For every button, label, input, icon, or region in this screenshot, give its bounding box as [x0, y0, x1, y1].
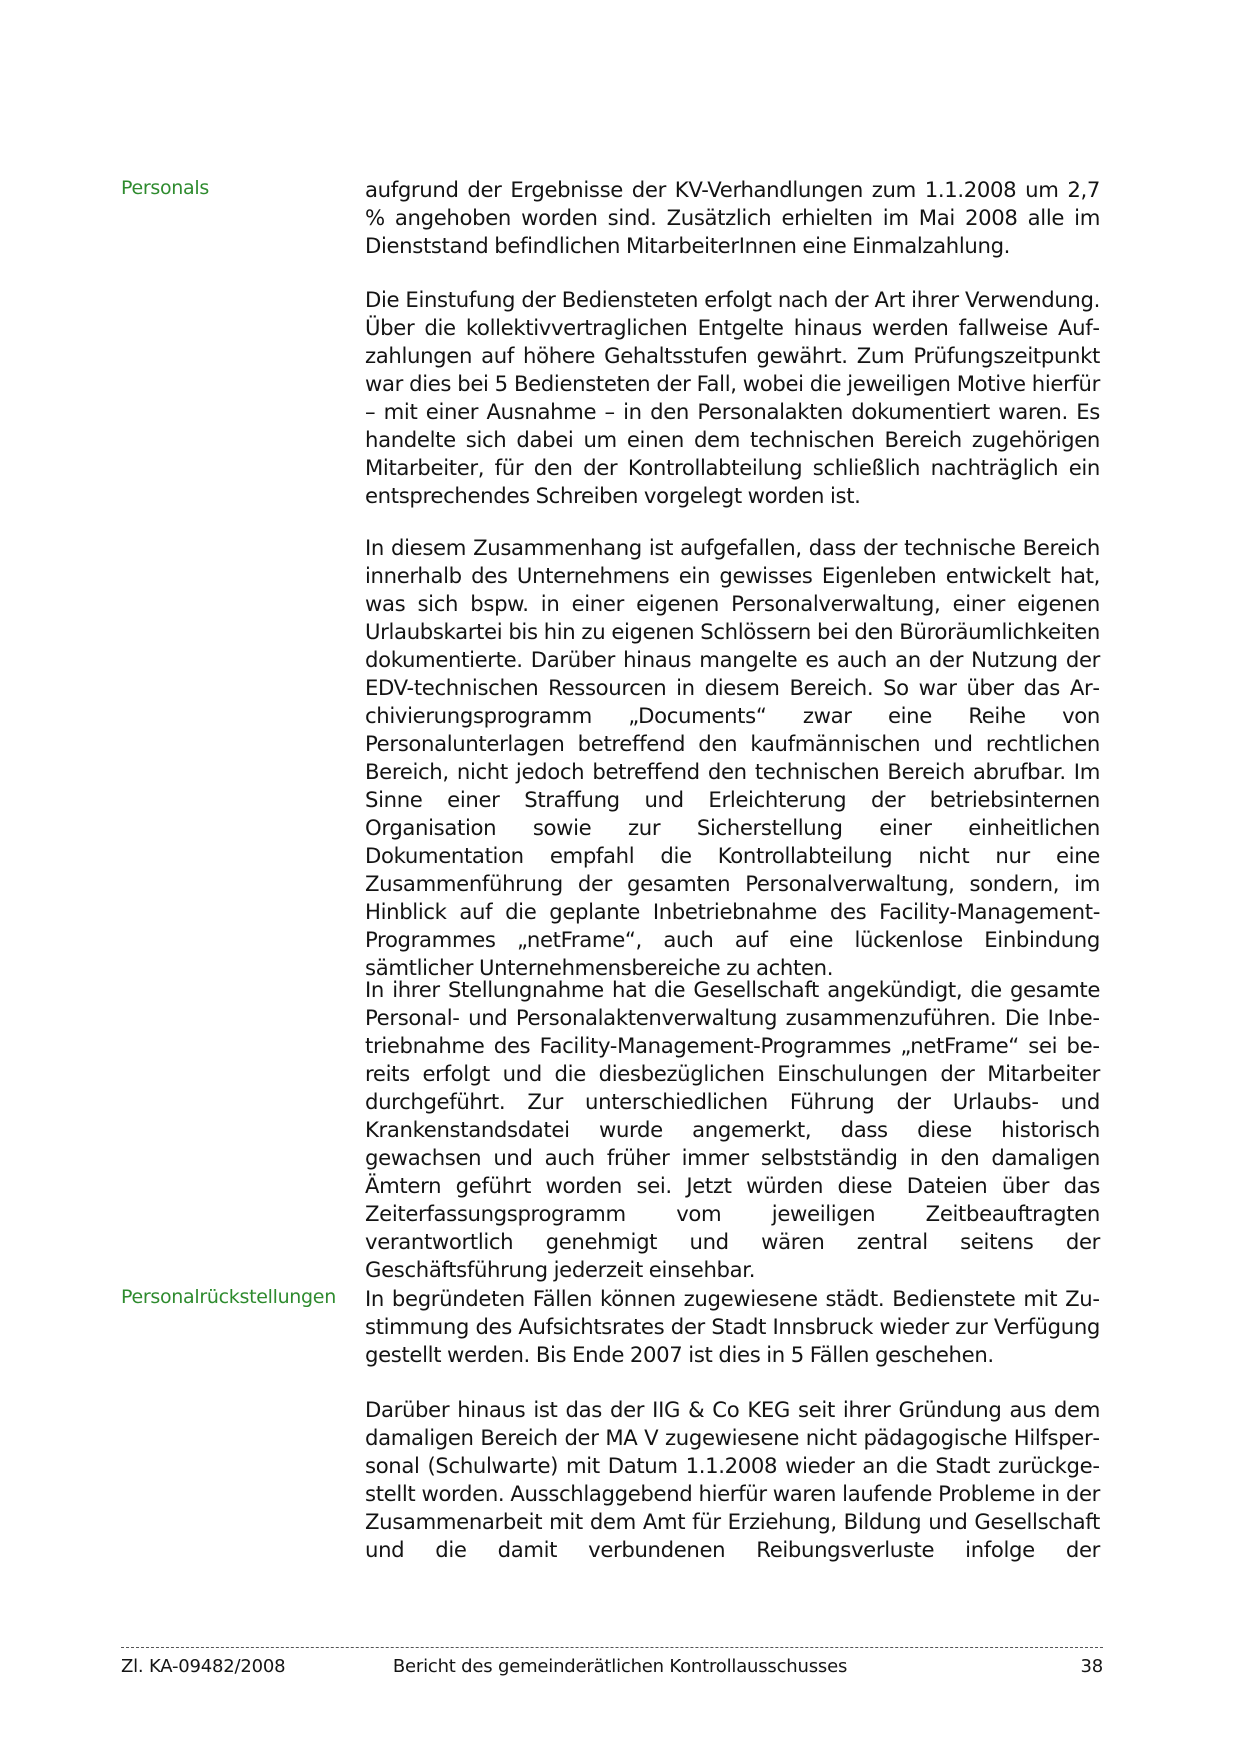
paragraph-6: Darüber hinaus ist das der IIG & Co KEG seit ihrer Gründung aus dem damaligen Bereich der MA V zugewiesene nicht pädagogische Hilfspersonal (Schulwarte) mit Datum 1.1.2008 wieder an die Stadt zurückgestellt worden. Ausschlaggebend hierfür waren laufende Probleme in der Zusammenarbeit mit dem Amt für Erziehung, Bildung und Gesellschaft und die damit verbundenen Reibungsverluste infolge der	[365, 1397, 1100, 1562]
section-label-personals: Personals	[121, 177, 209, 199]
footer-title: Bericht des gemeinderätlichen Kontrollausschusses	[392, 1656, 848, 1677]
page-number: 38	[1080, 1656, 1103, 1677]
paragraph-3: In diesem Zusammenhang ist aufgefallen, dass der technische Bereich innerhalb des Unternehmens ein gewisses Eigenleben entwickelt hat, was sich bspw. in einer eigenen Personalverwaltung, einer eigenen Urlaubskartei bis hin zu eigenen Schlössern bei den Büroräumlichkeiten dokumentierte. Darüber hinaus mangelte es auch an der Nutzung der EDV-technischen Ressourcen in diesem Bereich. So war über das Archivierungsprogramm „Documents“ zwar eine Reihe von Personalunterlagen betreffend den kaufmännischen und rechtlichen Bereich, nicht jedoch betreffend den technischen Bereich abrufbar. Im Sinne einer Straffung und Erleichterung der betriebsinternen Organisation sowie zur Sicherstellung einer einheitlichen Dokumentation empfahl die Kontrollabteilung nicht nur eine Zusammenführung der gesamten Personalverwaltung, sondern, im Hinblick auf die geplante Inbetriebnahme des Facility-Management-Programmes „netFrame“, auch auf eine lückenlose Einbindung sämtlicher Unternehmensbereiche zu achten.	[365, 535, 1100, 980]
paragraph-5: In begründeten Fällen können zugewiesene städt. Bedienstete mit Zustimmung des Aufsichtsrates der Stadt Innsbruck wieder zur Verfügung gestellt werden. Bis Ende 2007 ist dies in 5 Fällen geschehen.	[365, 1286, 1100, 1367]
section-label-personalrueckstellungen: Personalrückstellungen	[121, 1286, 336, 1308]
paragraph-1: aufgrund der Ergebnisse der KV-Verhandlungen zum 1.1.2008 um 2,7 % angehoben worden sind. Zusätzlich erhielten im Mai 2008 alle im Dienststand befindlichen MitarbeiterInnen eine Einmalzahlung.	[365, 177, 1100, 258]
footer-reference: Zl. KA-09482/2008	[121, 1656, 286, 1677]
paragraph-2: Die Einstufung der Bediensteten erfolgt nach der Art ihrer Verwendung. Über die kollektivvertraglichen Entgelte hinaus werden fallweise Aufzahlungen auf höhere Gehaltsstufen gewährt. Zum Prüfungszeitpunkt war dies bei 5 Bediensteten der Fall, wobei die jeweiligen Motive hierfür – mit einer Ausnahme – in den Personalakten dokumentiert waren. Es handelte sich dabei um einen dem technischen Bereich zugehörigen Mitarbeiter, für den der Kontrollabteilung schließlich nachträglich ein entsprechendes Schreiben vorgelegt worden ist.	[365, 287, 1100, 508]
footer-divider	[121, 1647, 1103, 1648]
paragraph-4: In ihrer Stellungnahme hat die Gesellschaft angekündigt, die gesamte Personal- und Personalaktenverwaltung zusammenzuführen. Die Inbetriebnahme des Facility-Management-Programmes „netFrame“ sei bereits erfolgt und die diesbezüglichen Einschulungen der Mitarbeiter durchgeführt. Zur unterschiedlichen Führung der Urlaubs- und Krankenstandsdatei wurde angemerkt, dass diese historisch gewachsen und auch früher immer selbstständig in den damaligen Ämtern geführt worden sei. Jetzt würden diese Dateien über das Zeiterfassungsprogramm vom jeweiligen Zeitbeauftragten verantwortlich genehmigt und wären zentral seitens der Geschäftsführung jederzeit einsehbar.	[365, 977, 1100, 1282]
